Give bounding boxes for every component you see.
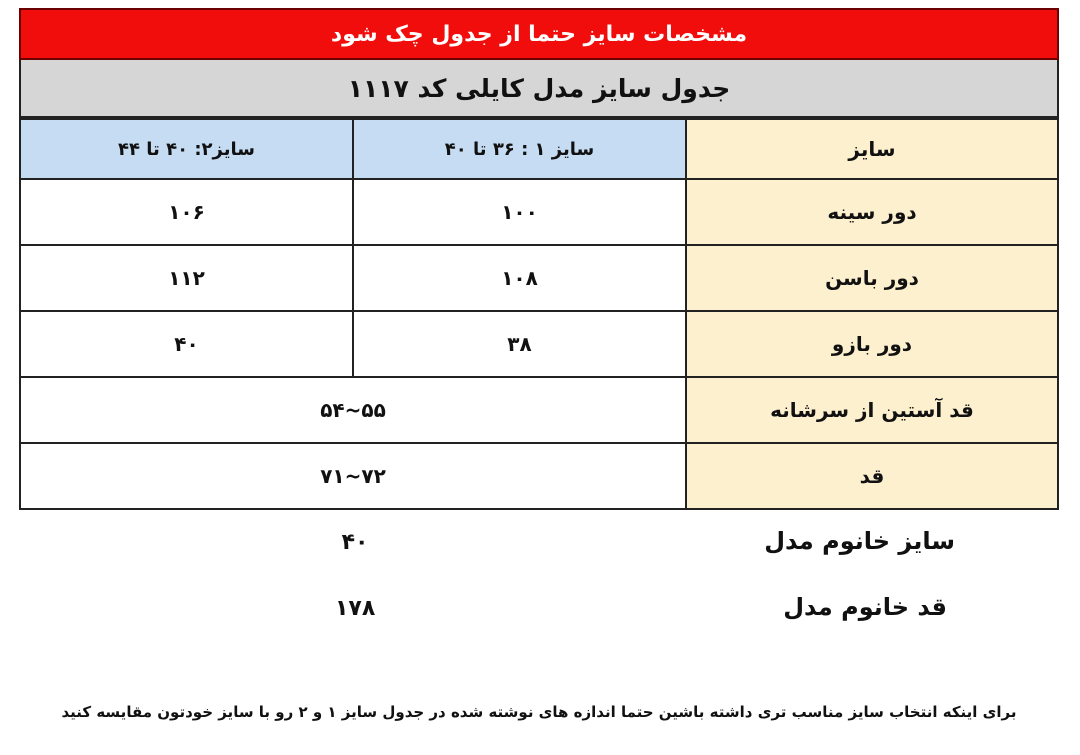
model-height-label: قد خانوم مدل <box>783 593 947 621</box>
table-row <box>20 311 1058 377</box>
table-title <box>19 60 1059 118</box>
row-value-size-2: ۱۱۲ <box>20 245 353 311</box>
table-row <box>20 377 1058 443</box>
title-banner <box>19 8 1059 60</box>
table-row <box>20 179 1058 245</box>
table-row <box>20 245 1058 311</box>
model-height-value: ۱۷۸ <box>335 596 376 621</box>
row-value-size-1: ۱۰۸ <box>353 245 686 311</box>
banner-text: مشخصات سایز حتما از جدول چک شود <box>330 21 748 47</box>
header-size-2: سایز۲: ۴۰ تا ۴۴ <box>20 119 353 179</box>
footnote-text: برای اینکه انتخاب سایز مناسب تری داشته باشین حتما اندازه های نوشته شده در جدول سایز ۱ و ۲ رو با سایز خودتون مقایسه کنید <box>61 703 1017 721</box>
row-label: دور باسن <box>686 245 1058 311</box>
row-value-merged: ۵۵~۵۴ <box>20 377 686 443</box>
row-label: قد آستین از سرشانه <box>686 377 1058 443</box>
row-value-size-2: ۱۰۶ <box>20 179 353 245</box>
size-table <box>19 118 1059 510</box>
row-value-size-1: ۳۸ <box>353 311 686 377</box>
header-size-label: سایز <box>686 119 1058 179</box>
row-value-merged: ۷۲~۷۱ <box>20 443 686 509</box>
row-label: دور بازو <box>686 311 1058 377</box>
model-size-label: سایز خانوم مدل <box>764 527 955 555</box>
row-label: قد <box>686 443 1058 509</box>
row-value-size-2: ۴۰ <box>20 311 353 377</box>
table-title-text: جدول سایز مدل کایلی کد ۱۱۱۷ <box>347 73 731 103</box>
table-row <box>20 443 1058 509</box>
table-header-row <box>20 119 1058 179</box>
header-size-1: سایز ۱ : ۳۶ تا ۴۰ <box>353 119 686 179</box>
row-label: دور سینه <box>686 179 1058 245</box>
row-value-size-1: ۱۰۰ <box>353 179 686 245</box>
model-size-value: ۴۰ <box>341 530 369 555</box>
